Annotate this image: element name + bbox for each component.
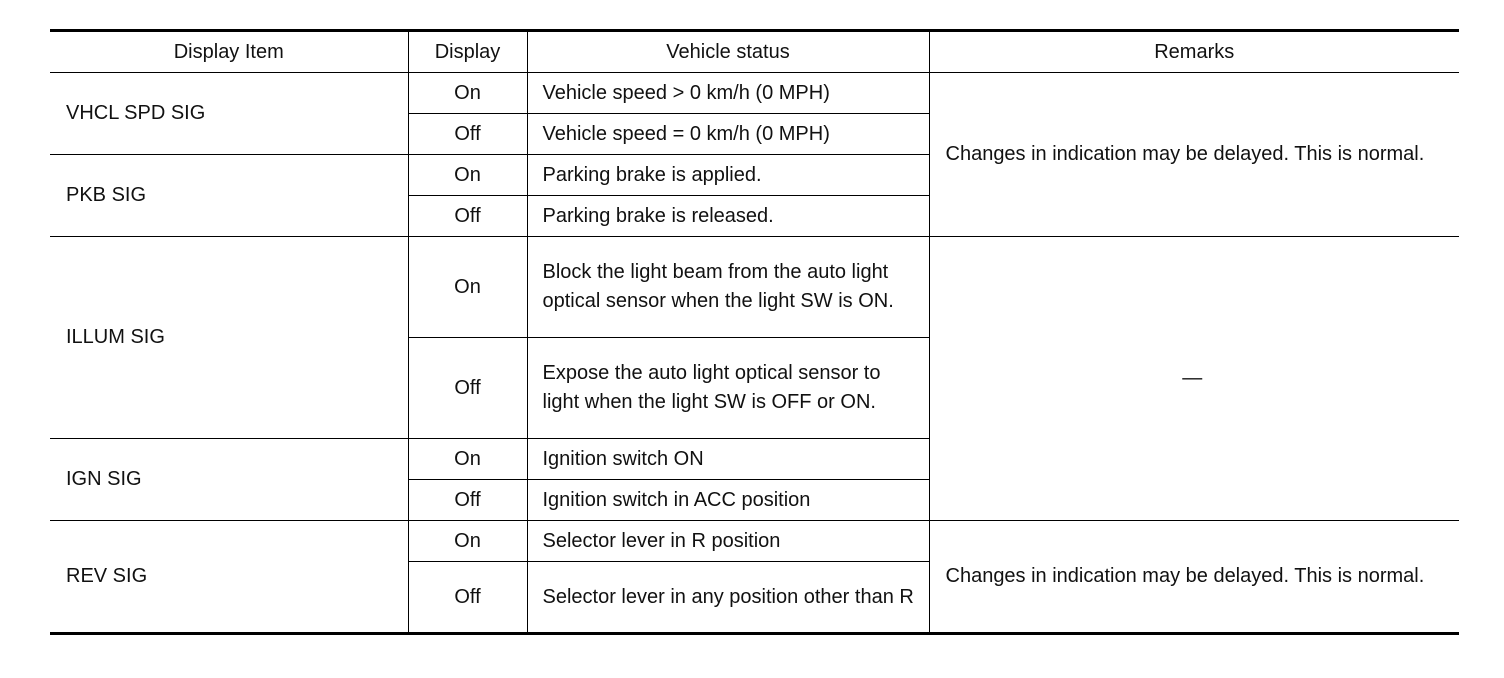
item-pkb-sig: PKB SIG [50,155,408,237]
remarks-cell: — [929,237,1459,521]
display-value: Off [408,480,527,521]
remarks-cell: Changes in indication may be delayed. This is normal. [929,73,1459,237]
header-remarks: Remarks [929,31,1459,73]
item-ign-sig: IGN SIG [50,439,408,521]
remarks-cell: Changes in indication may be delayed. This is normal. [929,521,1459,634]
spec-table-container [50,29,1459,635]
display-value: On [408,237,527,338]
table-row [50,521,1459,562]
header-vehicle-status: Vehicle status [527,31,929,73]
header-display: Display [408,31,527,73]
display-value: On [408,521,527,562]
display-item-table [50,29,1459,635]
table-row [50,73,1459,114]
vehicle-status: Selector lever in R position [527,521,929,562]
vehicle-status: Vehicle speed > 0 km/h (0 MPH) [527,73,929,114]
table-header-row [50,31,1459,73]
header-display-item: Display Item [50,31,408,73]
vehicle-status: Ignition switch ON [527,439,929,480]
vehicle-status: Parking brake is released. [527,196,929,237]
item-rev-sig: REV SIG [50,521,408,634]
item-illum-sig: ILLUM SIG [50,237,408,439]
vehicle-status: Selector lever in any position other than R [527,562,929,634]
display-value: On [408,155,527,196]
table-row [50,237,1459,338]
vehicle-status: Ignition switch in ACC position [527,480,929,521]
display-value: Off [408,562,527,634]
display-value: On [408,439,527,480]
vehicle-status: Block the light beam from the auto light optical sensor when the light SW is ON. [527,237,929,338]
item-vhcl-spd-sig: VHCL SPD SIG [50,73,408,155]
display-value: Off [408,114,527,155]
vehicle-status: Expose the auto light optical sensor to light when the light SW is OFF or ON. [527,338,929,439]
vehicle-status: Vehicle speed = 0 km/h (0 MPH) [527,114,929,155]
display-value: Off [408,196,527,237]
display-value: On [408,73,527,114]
vehicle-status: Parking brake is applied. [527,155,929,196]
display-value: Off [408,338,527,439]
